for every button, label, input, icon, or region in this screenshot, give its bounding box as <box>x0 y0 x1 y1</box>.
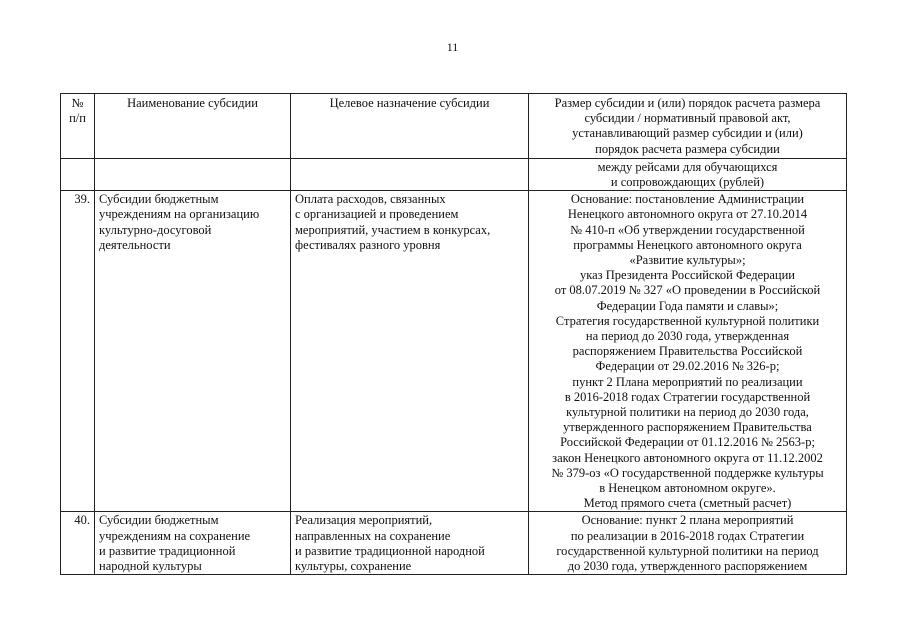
header-name-line: Наименование субсидии <box>127 96 258 110</box>
row-size-line: «Развитие культуры»; <box>629 253 746 268</box>
page-number: 11 <box>446 40 459 54</box>
header-size-line: субсидии / нормативный правовой акт, <box>584 111 791 126</box>
row-size-line: указ Президента Российской Федерации <box>580 268 795 283</box>
row-purpose-line: с организацией и проведением <box>295 207 459 222</box>
row-size-line: Российской Федерации от 01.12.2016 № 2563-р; <box>560 435 815 450</box>
row-size-line: № 379-оз «О государственной поддержке культуры <box>551 465 824 480</box>
row-purpose-line: фестивалях разного уровня <box>295 237 441 252</box>
row-purpose <box>291 512 529 575</box>
header-purpose-line: Целевое назначение субсидии <box>329 96 490 110</box>
table-row <box>61 158 847 190</box>
row-purpose <box>291 158 529 190</box>
row-name <box>95 191 291 512</box>
row-size-line: пункт 2 Плана мероприятий по реализации <box>572 374 803 389</box>
table-row <box>61 512 847 575</box>
header-num-line: № <box>71 96 84 110</box>
row-size-line: Метод прямого счета (сметный расчет) <box>583 496 792 511</box>
row-purpose <box>291 191 529 512</box>
row-name-line: деятельности <box>99 237 171 252</box>
row-size <box>529 512 847 575</box>
row-size-line: в 2016-2018 годах Стратегии государственной <box>564 389 811 404</box>
header-name <box>95 94 291 159</box>
header-size-line: порядок расчета размера субсидии <box>595 141 780 156</box>
row-name <box>95 512 291 575</box>
table-row <box>61 191 847 512</box>
row-size-line: Федерации от 29.02.2016 № 326-р; <box>595 359 780 374</box>
header-num <box>61 94 95 159</box>
row-size-line: Основание: пункт 2 плана мероприятий <box>581 513 794 528</box>
row-size <box>529 191 847 512</box>
row-size-line: Основание: постановление Администрации <box>570 192 805 207</box>
row-name-line: Субсидии бюджетным <box>99 513 219 528</box>
row-size-line: распоряжением Правительства Российской <box>572 344 803 359</box>
row-size-line: программы Ненецкого автономного округа <box>573 237 802 252</box>
row-size-line: Стратегия государственной культурной политики <box>555 313 820 328</box>
row-purpose-line: и развитие традиционной народной <box>295 543 485 558</box>
row-name-line: народной культуры <box>99 559 202 574</box>
row-purpose-line: мероприятий, участием в конкурсах, <box>295 222 491 237</box>
row-name-line: культурно-досуговой <box>99 222 212 237</box>
row-size-line: до 2030 года, утвержденного распоряжением <box>567 559 808 574</box>
row-size-line: между рейсами для обучающихся <box>597 159 778 174</box>
row-size-line: государственной культурной политики на период <box>556 543 819 558</box>
row-size-line: культурной политики на период до 2030 года, <box>566 405 809 420</box>
row-size-line: по реализации в 2016-2018 годах Стратегии <box>570 528 805 543</box>
row-size-line: закон Ненецкого автономного округа от 11.12.2002 <box>552 450 823 465</box>
subsidy-table <box>60 93 847 575</box>
row-name-line: Субсидии бюджетным <box>99 192 219 207</box>
row-size-line: № 410-п «Об утверждении государственной <box>570 222 805 237</box>
row-name-line: учреждениям на сохранение <box>99 528 251 543</box>
header-purpose <box>291 94 529 159</box>
row-purpose-line: Реализация мероприятий, <box>295 513 433 528</box>
row-name <box>95 158 291 190</box>
row-name-line: и развитие традиционной <box>99 543 236 558</box>
row-size-line: от 08.07.2019 № 327 «О проведении в Российской <box>554 283 821 298</box>
row-size-line: в Ненецком автономном округе». <box>599 481 776 496</box>
header-size-line: Размер субсидии и (или) порядок расчета размера <box>554 96 821 110</box>
row-purpose-line: направленных на сохранение <box>295 528 451 543</box>
row-num: 39. <box>61 191 95 512</box>
header-num-line: п/п <box>69 111 86 126</box>
header-size-line: устанавливающий размер субсидии и (или) <box>572 126 803 141</box>
row-size-line: на период до 2030 года, утвержденная <box>585 329 790 344</box>
table-header-row <box>61 94 847 159</box>
row-size <box>529 158 847 190</box>
row-size-line: Федерации Года памяти и славы»; <box>596 298 779 313</box>
row-size-line: Ненецкого автономного округа от 27.10.2014 <box>567 207 808 222</box>
row-purpose-line: культуры, сохранение <box>295 559 412 574</box>
row-size-line: утвержденного распоряжением Правительства <box>563 420 812 435</box>
row-purpose-line: Оплата расходов, связанных <box>295 192 446 207</box>
row-num: 40. <box>61 512 95 575</box>
row-num <box>61 158 95 190</box>
header-size <box>529 94 847 159</box>
row-size-line: и сопровождающих (рублей) <box>610 175 765 190</box>
row-name-line: учреждениям на организацию <box>99 207 260 222</box>
